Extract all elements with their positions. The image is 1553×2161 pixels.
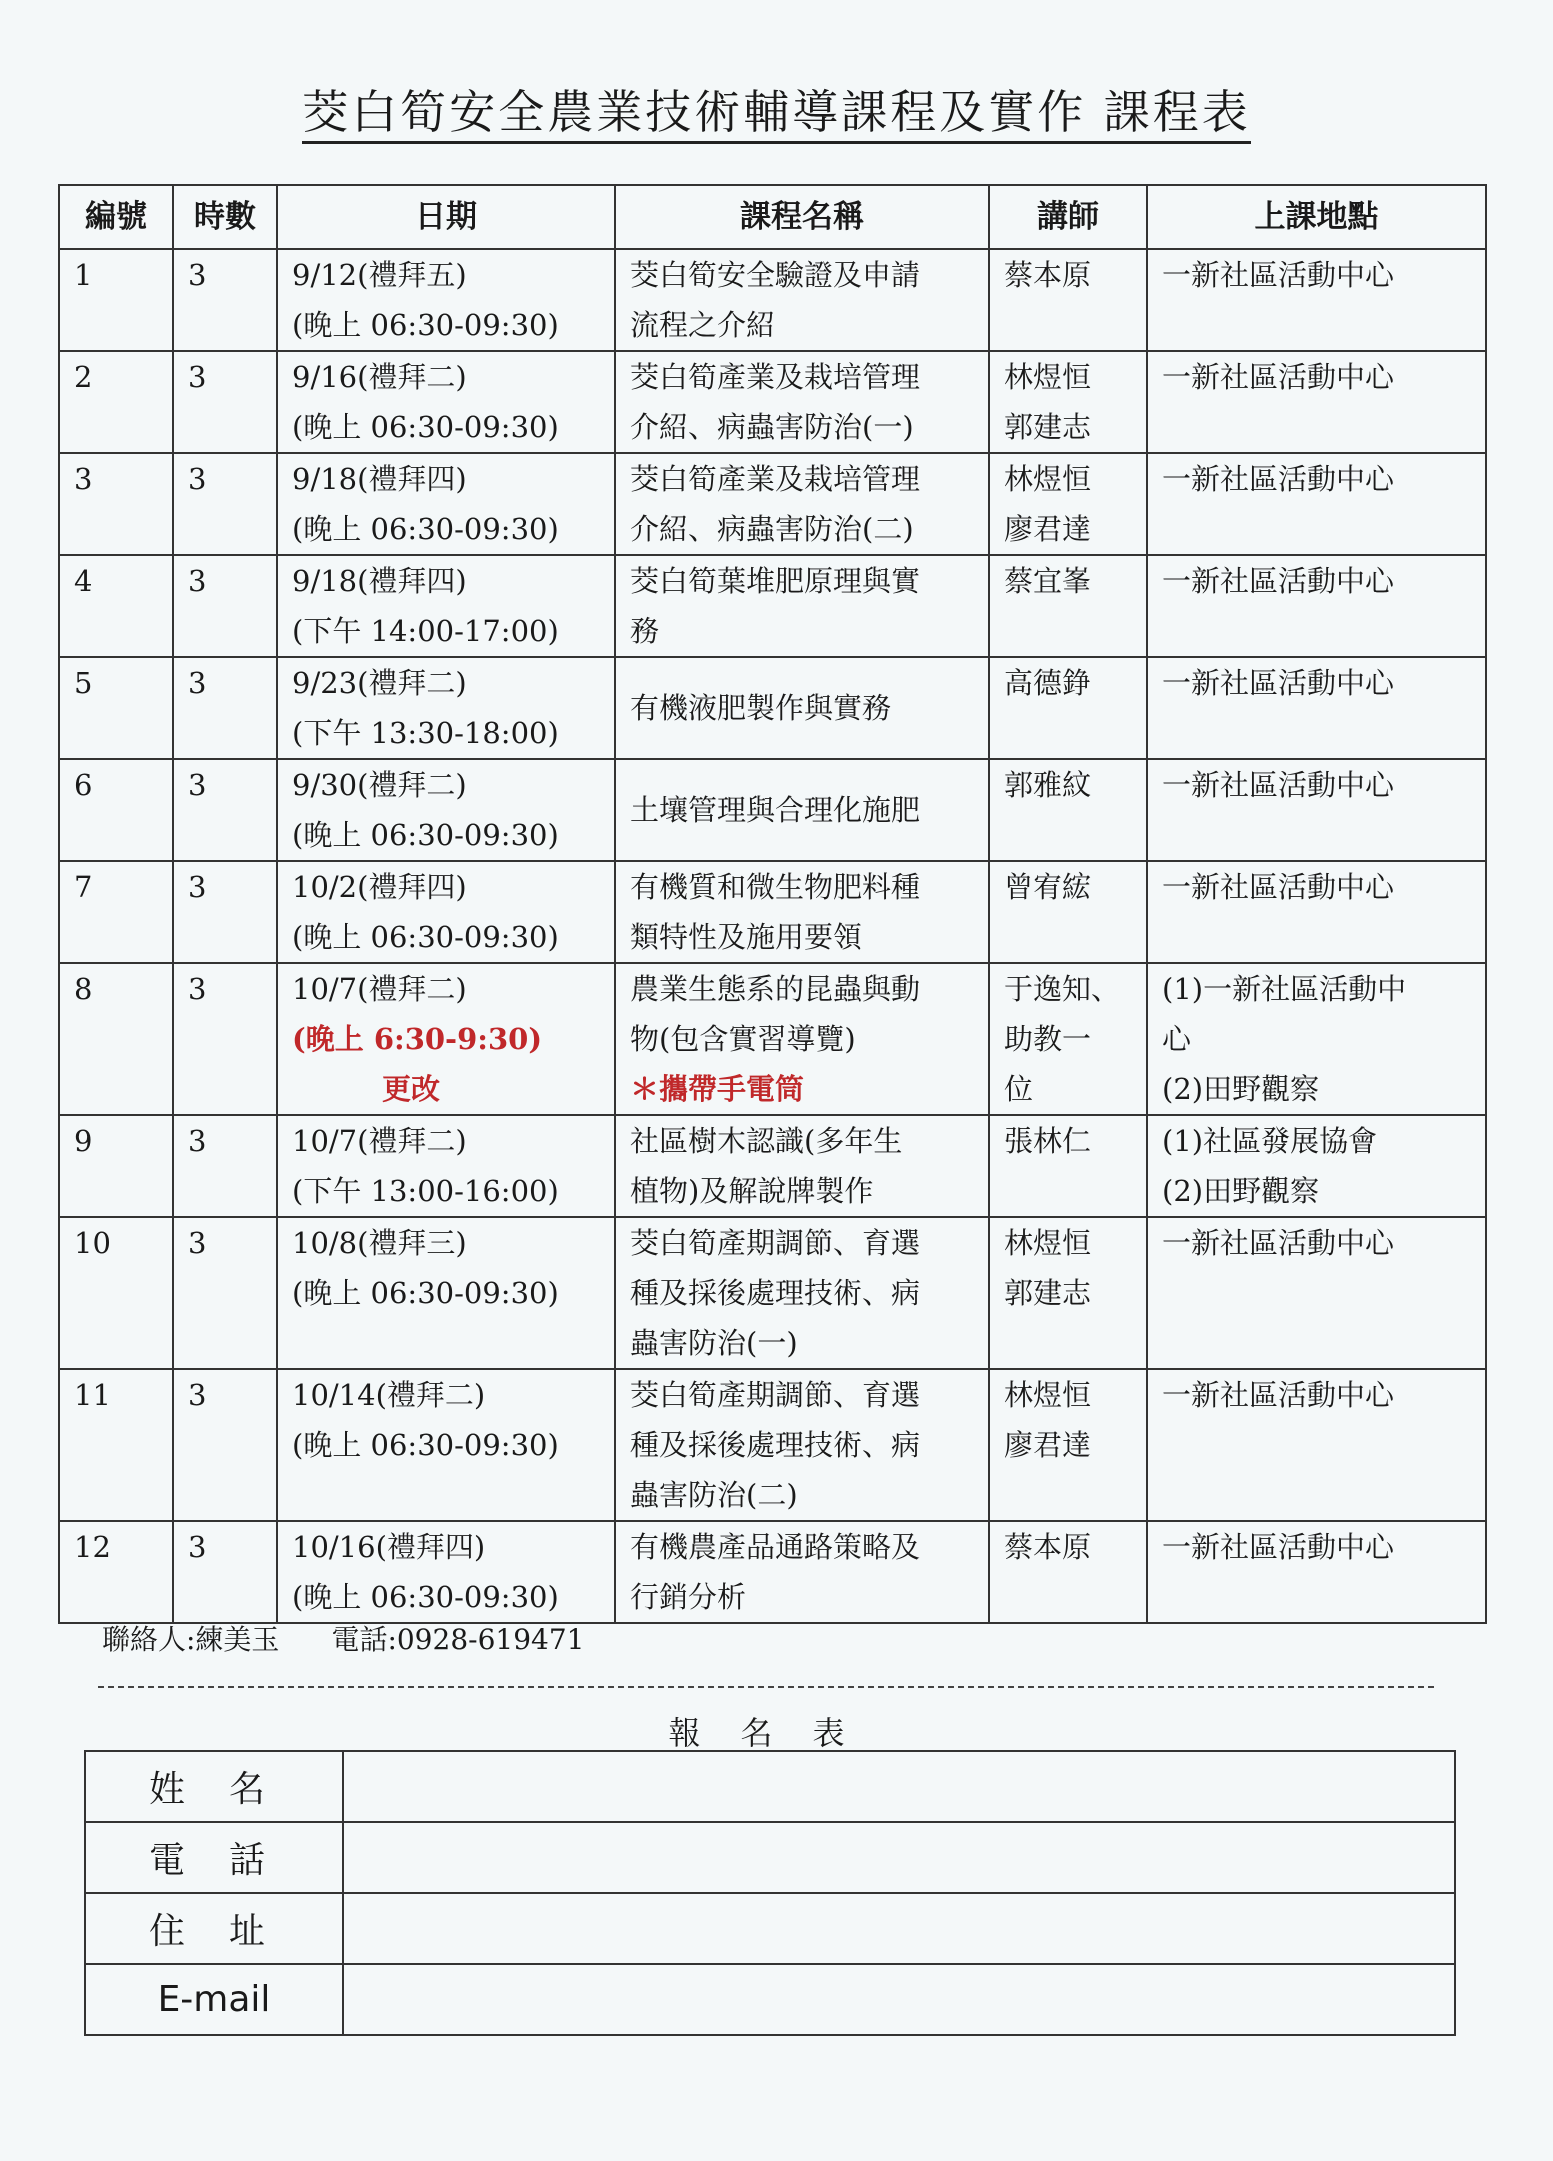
row-hours: 3 (173, 963, 277, 1115)
date-text: 9/12(禮拜五) (292, 258, 467, 292)
course-line: 介紹、病蟲害防治(二) (630, 512, 914, 546)
teacher-line: 廖君達 (1004, 512, 1092, 546)
row-place (1147, 861, 1486, 963)
course-line: 茭白筍安全驗證及申請 (630, 258, 921, 292)
row-place (1147, 1115, 1486, 1217)
course-line: 種及採後處理技術、病 (630, 1276, 921, 1310)
date-text: 10/2(禮拜四) (292, 870, 467, 904)
row-hours: 3 (173, 453, 277, 555)
time-text: (下午 13:30-18:00) (292, 716, 559, 750)
header-place: 上課地點 (1147, 185, 1486, 249)
course-line: 類特性及施用要領 (630, 920, 863, 954)
teacher-line: 位 (1004, 1072, 1034, 1106)
course-line: 土壤管理與合理化施肥 (630, 793, 921, 827)
course-line: 有機質和微生物肥料種 (630, 870, 921, 904)
row-teacher (989, 1115, 1147, 1217)
teacher-line: 張林仁 (1004, 1124, 1092, 1158)
course-line: 物(包含實習導覽) (630, 1022, 856, 1056)
row-place (1147, 1217, 1486, 1369)
teacher-line: 林煜恒 (1004, 1226, 1092, 1260)
course-line: 植物)及解說牌製作 (630, 1174, 874, 1208)
table-row (59, 555, 1486, 657)
date-text: 10/8(禮拜三) (292, 1226, 467, 1260)
date-text: 9/18(禮拜四) (292, 462, 467, 496)
place-line: (1)一新社區活動中 (1162, 972, 1407, 1006)
table-row (59, 453, 1486, 555)
row-course (615, 351, 989, 453)
form-input-email[interactable] (343, 1964, 1455, 2035)
row-teacher (989, 1217, 1147, 1369)
place-line: 一新社區活動中心 (1162, 258, 1395, 292)
registration-title: 報名表 (668, 1714, 885, 1752)
row-hours: 3 (173, 657, 277, 759)
header-hours: 時數 (173, 185, 277, 249)
course-line: 務 (630, 614, 660, 648)
row-place (1147, 351, 1486, 453)
form-input-address[interactable] (343, 1893, 1455, 1964)
form-row-name (85, 1751, 1455, 1822)
row-date (277, 249, 615, 351)
header-teacher: 講師 (989, 185, 1147, 249)
row-course (615, 453, 989, 555)
registration-form (84, 1750, 1456, 2036)
place-line: (2)田野觀察 (1162, 1072, 1320, 1106)
row-number: 9 (59, 1115, 173, 1217)
course-line: 有機液肥製作與實務 (630, 691, 892, 725)
row-hours: 3 (173, 555, 277, 657)
teacher-line: 林煜恒 (1004, 1378, 1092, 1412)
course-line: 茭白筍產期調節、育選 (630, 1378, 921, 1412)
form-label-name: 姓名 (85, 1751, 343, 1822)
time-text: (晚上 06:30-09:30) (292, 920, 559, 954)
course-line: 茭白筍產期調節、育選 (630, 1226, 921, 1260)
place-line: 一新社區活動中心 (1162, 666, 1395, 700)
table-row (59, 249, 1486, 351)
course-line: 流程之介紹 (630, 308, 776, 342)
date-text: 9/16(禮拜二) (292, 360, 467, 394)
time-text: (晚上 06:30-09:30) (292, 1580, 559, 1614)
row-hours: 3 (173, 759, 277, 861)
contact-person: 聯絡人:練美玉 (102, 1623, 280, 1656)
row-date (277, 351, 615, 453)
course-line: 有機農產品通路策略及 (630, 1530, 921, 1564)
teacher-line: 郭建志 (1004, 410, 1092, 444)
row-teacher (989, 861, 1147, 963)
date-text: 10/7(禮拜二) (292, 1124, 467, 1158)
place-line: (1)社區發展協會 (1162, 1124, 1378, 1158)
teacher-line: 林煜恒 (1004, 360, 1092, 394)
date-text: 10/7(禮拜二) (292, 972, 467, 1006)
time-text: (晚上 06:30-09:30) (292, 512, 559, 546)
teacher-line: 蔡本原 (1004, 1530, 1092, 1564)
date-text: 9/23(禮拜二) (292, 666, 467, 700)
place-line: (2)田野觀察 (1162, 1174, 1320, 1208)
row-place (1147, 963, 1486, 1115)
cut-line (98, 1686, 1434, 1688)
row-place (1147, 1369, 1486, 1521)
course-line: 茭白筍產業及栽培管理 (630, 462, 921, 496)
row-number: 12 (59, 1521, 173, 1623)
teacher-line: 林煜恒 (1004, 462, 1092, 496)
table-row (59, 1521, 1486, 1623)
place-line: 一新社區活動中心 (1162, 1226, 1395, 1260)
teacher-line: 蔡宜峯 (1004, 564, 1092, 598)
table-row (59, 1115, 1486, 1217)
teacher-line: 蔡本原 (1004, 258, 1092, 292)
form-row-email (85, 1964, 1455, 2035)
place-line: 一新社區活動中心 (1162, 462, 1395, 496)
row-course (615, 1115, 989, 1217)
change-note: 更改 (382, 1072, 441, 1106)
row-teacher (989, 759, 1147, 861)
form-row-address (85, 1893, 1455, 1964)
place-line: 一新社區活動中心 (1162, 360, 1395, 394)
row-number: 6 (59, 759, 173, 861)
row-date (277, 1115, 615, 1217)
row-number: 4 (59, 555, 173, 657)
form-label-phone: 電話 (85, 1822, 343, 1893)
table-row (59, 1217, 1486, 1369)
row-number: 2 (59, 351, 173, 453)
teacher-line: 助教一 (1004, 1022, 1092, 1056)
teacher-line: 郭雅紋 (1004, 768, 1092, 802)
place-line: 一新社區活動中心 (1162, 870, 1395, 904)
row-place (1147, 657, 1486, 759)
header-date: 日期 (277, 185, 615, 249)
time-text: (晚上 06:30-09:30) (292, 1276, 559, 1310)
course-line: 種及採後處理技術、病 (630, 1428, 921, 1462)
time-text: (晚上 06:30-09:30) (292, 818, 559, 852)
row-number: 3 (59, 453, 173, 555)
row-place (1147, 1521, 1486, 1623)
contact-info (102, 1618, 584, 1658)
teacher-line: 于逸知、 (1004, 972, 1121, 1006)
table-row (59, 759, 1486, 861)
time-text: (晚上 6:30-9:30) (292, 1022, 543, 1056)
row-number: 5 (59, 657, 173, 759)
row-teacher (989, 657, 1147, 759)
table-row (59, 963, 1486, 1115)
form-row-phone (85, 1822, 1455, 1893)
form-input-phone[interactable] (343, 1822, 1455, 1893)
row-date (277, 861, 615, 963)
course-line: 蟲害防治(二) (630, 1478, 798, 1512)
header-row (59, 185, 1486, 249)
row-course (615, 963, 989, 1115)
date-text: 9/18(禮拜四) (292, 564, 467, 598)
row-number: 8 (59, 963, 173, 1115)
table-row (59, 657, 1486, 759)
row-place (1147, 555, 1486, 657)
row-number: 1 (59, 249, 173, 351)
row-date (277, 657, 615, 759)
row-date (277, 963, 615, 1115)
row-course (615, 861, 989, 963)
row-course (615, 555, 989, 657)
date-text: 10/16(禮拜四) (292, 1530, 486, 1564)
teacher-line: 高德錚 (1004, 666, 1092, 700)
course-line: 行銷分析 (630, 1580, 747, 1614)
row-date (277, 759, 615, 861)
course-note: ＊攜帶手電筒 (630, 1072, 805, 1106)
header-no: 編號 (59, 185, 173, 249)
schedule-table (58, 184, 1487, 1624)
row-course (615, 249, 989, 351)
row-course (615, 657, 989, 759)
row-number: 10 (59, 1217, 173, 1369)
row-hours: 3 (173, 1521, 277, 1623)
row-hours: 3 (173, 249, 277, 351)
row-hours: 3 (173, 1217, 277, 1369)
row-date (277, 1369, 615, 1521)
row-number: 11 (59, 1369, 173, 1521)
teacher-line: 曾宥綋 (1004, 870, 1092, 904)
time-text: (晚上 06:30-09:30) (292, 410, 559, 444)
header-course: 課程名稱 (615, 185, 989, 249)
row-place (1147, 453, 1486, 555)
contact-phone: 電話:0928-619471 (331, 1623, 585, 1656)
row-hours: 3 (173, 1115, 277, 1217)
course-line: 茭白筍葉堆肥原理與實 (630, 564, 921, 598)
time-text: (下午 14:00-17:00) (292, 614, 559, 648)
place-line: 心 (1162, 1022, 1192, 1056)
date-text: 10/14(禮拜二) (292, 1378, 486, 1412)
place-line: 一新社區活動中心 (1162, 564, 1395, 598)
form-label-email: E-mail (85, 1964, 343, 2035)
row-date (277, 1521, 615, 1623)
teacher-line: 郭建志 (1004, 1276, 1092, 1310)
course-line: 社區樹木認識(多年生 (630, 1124, 903, 1158)
row-teacher (989, 453, 1147, 555)
date-text: 9/30(禮拜二) (292, 768, 467, 802)
time-text: (晚上 06:30-09:30) (292, 308, 559, 342)
row-teacher (989, 249, 1147, 351)
table-row (59, 861, 1486, 963)
row-place (1147, 249, 1486, 351)
row-course (615, 1369, 989, 1521)
row-course (615, 759, 989, 861)
course-line: 蟲害防治(一) (630, 1326, 798, 1360)
row-course (615, 1217, 989, 1369)
row-hours: 3 (173, 1369, 277, 1521)
place-line: 一新社區活動中心 (1162, 1530, 1395, 1564)
place-line: 一新社區活動中心 (1162, 1378, 1395, 1412)
row-hours: 3 (173, 351, 277, 453)
place-line: 一新社區活動中心 (1162, 768, 1395, 802)
table-row (59, 351, 1486, 453)
course-line: 農業生態系的昆蟲與動 (630, 972, 921, 1006)
time-text: (下午 13:00-16:00) (292, 1174, 559, 1208)
form-input-name[interactable] (343, 1751, 1455, 1822)
course-line: 茭白筍產業及栽培管理 (630, 360, 921, 394)
page-title: 茭白筍安全農業技術輔導課程及實作 課程表 (0, 76, 1553, 142)
time-text: (晚上 06:30-09:30) (292, 1428, 559, 1462)
row-teacher (989, 1369, 1147, 1521)
row-date (277, 555, 615, 657)
row-teacher (989, 1521, 1147, 1623)
teacher-line: 廖君達 (1004, 1428, 1092, 1462)
row-teacher (989, 351, 1147, 453)
course-line: 介紹、病蟲害防治(一) (630, 410, 914, 444)
row-teacher (989, 963, 1147, 1115)
row-date (277, 1217, 615, 1369)
table-row (59, 1369, 1486, 1521)
form-label-address: 住址 (85, 1893, 343, 1964)
row-teacher (989, 555, 1147, 657)
row-number: 7 (59, 861, 173, 963)
row-date (277, 453, 615, 555)
row-course (615, 1521, 989, 1623)
row-place (1147, 759, 1486, 861)
row-hours: 3 (173, 861, 277, 963)
